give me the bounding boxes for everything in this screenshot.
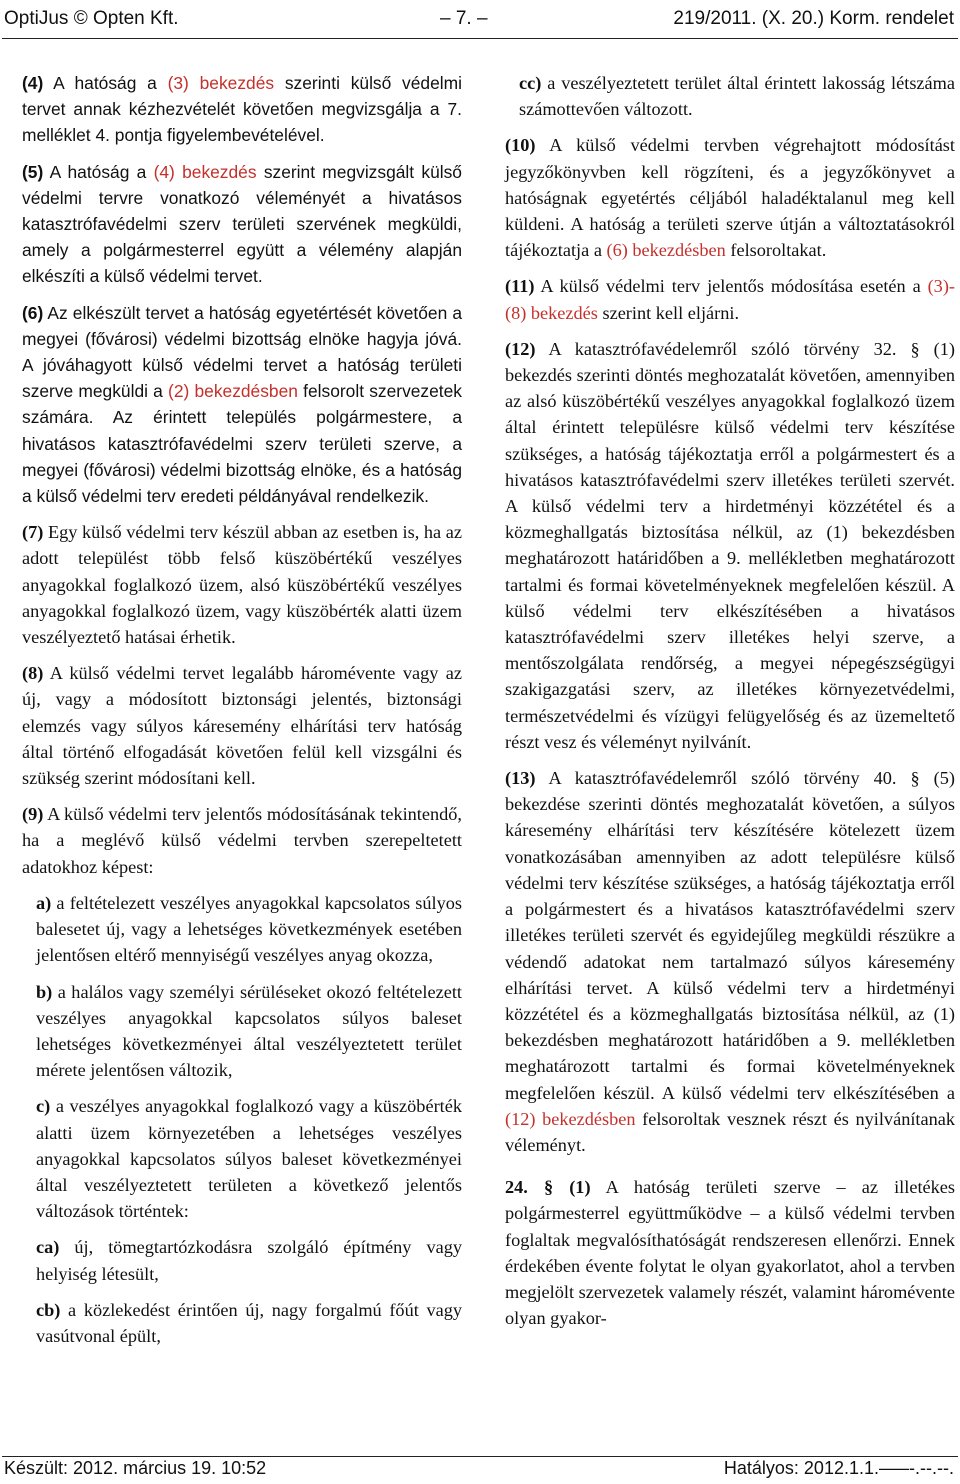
paragraph-9	[22, 801, 462, 880]
list-item-cb	[22, 1297, 462, 1349]
paragraph-number: (4)	[22, 73, 44, 93]
list-item-ca	[22, 1234, 462, 1286]
right-column	[505, 70, 955, 1341]
paragraph-text: A külső védelmi tervet legalább háromévente vagy az új, vagy a módosított biztonsági jelentés, biztonsági elemzés vagy súlyos káresemény elhárítási terv hatóság által történő elfogadását követően felül kell vizsgálni és szükség szerint módosítani kell.	[22, 663, 462, 789]
item-text: a feltételezett veszélyes anyagokkal kapcsolatos súlyos balesetet új, vagy a lehetséges következmények esetében jelentősen eltérő mennyiségű veszélyes anyag okozza,	[36, 892, 463, 966]
paragraph-number: (5)	[22, 161, 44, 182]
cross-reference-link[interactable]: (3)-(8) bekezdés	[505, 276, 955, 323]
paragraph-text: szerint kell eljárni.	[602, 302, 740, 323]
paragraph-6	[22, 300, 462, 510]
paragraph-4	[22, 70, 462, 149]
paragraph-number: (11)	[505, 276, 535, 297]
item-text: a veszélyeztetett terület által érintett lakosság létszáma számottevően változott.	[519, 73, 955, 120]
paragraph-text: Az elkészült tervet a hatóság egyetértését követően a megyei (fővárosi) védelmi bizottság elnöke hagyja jóvá. A jóváhagyott külső védelmi tervet a hatóság területi szerve megküldi a	[22, 302, 463, 402]
paragraph-number: (8)	[22, 663, 44, 684]
paragraph-text: Egy külső védelmi terv készül abban az esetben is, ha az adott települést több felső küszöbértékű veszélyes anyagokkal foglalkozó üzem, alsó küszöbértékű veszélyes anyagokkal foglalkozó üzem, vagy küszöbérték alatti üzem veszélyeztető hatásai érhetik.	[22, 522, 462, 648]
cross-reference-link[interactable]: (4) bekezdés	[153, 161, 257, 182]
footer-effective: Hatályos: 2012.1.1.–––-.--.--.	[723, 1458, 954, 1478]
paragraph-13	[505, 765, 955, 1158]
header-page-number: – 7. –	[440, 8, 488, 29]
paragraph-number: (12)	[505, 338, 536, 359]
footer-created: Készült: 2012. március 19. 10:52	[4, 1458, 267, 1478]
page-header	[0, 0, 960, 40]
cross-reference-link[interactable]: (12) bekezdésben	[505, 1108, 636, 1129]
paragraph-text: A hatóság a	[53, 73, 157, 93]
list-item-cc	[505, 70, 955, 122]
paragraph-7	[22, 519, 462, 650]
header-document-title: 219/2011. (X. 20.) Korm. rendelet	[673, 8, 954, 29]
cross-reference-link[interactable]: (2) bekezdésben	[168, 381, 298, 402]
item-text: új, tömegtartózkodásra szolgáló építmény vagy helyiség létesült,	[36, 1237, 462, 1284]
item-label: a)	[36, 892, 52, 913]
paragraph-text: A hatóság a	[49, 161, 147, 182]
paragraph-text: szerinti külső védelmi tervet annak kézhezvételét követően megvizsgálja a 7. melléklet 4. pontja figyelembevételével.	[22, 73, 462, 146]
item-label: cb)	[36, 1299, 61, 1320]
header-publisher: OptiJus © Opten Kft.	[4, 8, 179, 29]
section-24	[505, 1174, 955, 1331]
paragraph-number: (9)	[22, 804, 44, 825]
paragraph-8	[22, 660, 462, 791]
list-item-a	[22, 890, 462, 969]
paragraph-text: felsorolt szervezetek számára. Az érintett település polgármestere, a hivatásos katasztrófavédelmi szerv területi szerve, a megyei (fővárosi) védelmi bizottság elnöke, és a hatóság a külső védelmi terv eredeti példányával rendelkezik.	[22, 381, 463, 507]
page-footer	[0, 1454, 960, 1484]
subsection-number: (1)	[569, 1177, 591, 1198]
paragraph-10	[505, 132, 955, 263]
paragraph-text: szerint megvizsgált külső védelmi tervre vonatkozó véleményét a hivatásos katasztrófavédelmi szerv területi szervének megküldi, amely a polgármesterrel együtt a vélemény alapján elkészíti a külső védelmi tervet.	[22, 161, 462, 287]
item-label: b)	[36, 981, 53, 1002]
paragraph-number: (10)	[505, 135, 536, 156]
item-label: ca)	[36, 1237, 60, 1258]
paragraph-number: (6)	[22, 302, 44, 323]
section-text: A hatóság területi szerve – az illetékes polgármesterrel együttműködve – a külső védelmi tervben foglaltak megvalósíthatóságát rendszeresen ellenőrzi. Ennek érdekében évente folytat le olyan gyakorlatot, ahol a tervben megjelölt szervezetek valamely részét, valamint háromévente olyan gyakor-	[505, 1177, 956, 1329]
item-label: c)	[36, 1096, 51, 1117]
cross-reference-link[interactable]: (6) bekezdésben	[606, 240, 726, 261]
paragraph-5	[22, 159, 462, 290]
section-number: 24.	[505, 1177, 528, 1198]
paragraph-text: felsoroltak vesznek részt és nyilvánítanak véleményt.	[505, 1108, 955, 1155]
header-divider	[2, 38, 958, 39]
section-symbol: §	[543, 1177, 554, 1198]
paragraph-11	[505, 273, 955, 325]
item-text: a veszélyes anyagokkal foglalkozó vagy a küszöbérték alatti üzem környezetében a lehetséges veszélyes anyagokkal kapcsolatos súlyos baleset következményei által veszélyeztetett területen a következő jelentős változások történtek:	[36, 1096, 462, 1222]
paragraph-12	[505, 336, 955, 755]
paragraph-text: felsoroltakat.	[730, 240, 827, 261]
item-text: a halálos vagy személyi sérüléseket okozó feltételezett veszélyes anyagokkal kapcsolatos súlyos baleset lehetséges következményei által veszélyeztetett terület mérete jelentősen változik,	[36, 981, 463, 1081]
list-item-c	[22, 1093, 462, 1224]
list-item-b	[22, 979, 462, 1084]
paragraph-text: A katasztrófavédelemről szóló törvény 40. § (5) bekezdése szerinti döntés meghozatalát követően, a súlyos káresemény elhárítási terv készítésére kötelezett üzem vonatkozásában amennyiben az adott településre külső védelmi terv készítése szükséges, a hatóság tájékoztatja erről a polgármestert és a hivatásos katasztrófavédelmi szerv illetékes területi szervét és egyidejűleg megküldi részükre a védendő adatokat nem tartalmazó súlyos káresemény elhárítási tervet. A külső védelmi terv a hirdetményi közzététel és a közmeghallgatás biztosítása nélkül, az (1) bekezdésben meghatározott határidőben a 9. mellékletben meghatározott tartalmi és formai követelményeknek megfelelően készül. A külső védelmi terv elkészítésében a	[505, 768, 956, 1103]
paragraph-text: A külső védelmi terv jelentős módosítása esetén a	[540, 276, 921, 297]
left-column	[22, 70, 462, 1359]
paragraph-text: A külső védelmi terv jelentős módosításának tekintendő, ha a meglévő külső védelmi tervben szerepeltetett adatokhoz képest:	[22, 804, 462, 877]
paragraph-text: A külső védelmi tervben végrehajtott módosítást jegyzőkönyvben kell rögzíteni, és a jegyzőkönyvet a hatóságnak egyetértés céljából haladéktalanul meg kell küldeni. A hatóság a területi szerve útján a változtatásokról tájékoztatja a	[505, 135, 955, 261]
item-text: a közlekedést érintően új, nagy forgalmú főút vagy vasútvonal épült,	[36, 1299, 462, 1346]
item-label: cc)	[519, 73, 542, 93]
paragraph-text: A katasztrófavédelemről szóló törvény 32. § (1) bekezdés szerinti döntés meghozatalát követően, amennyiben az alsó küszöbértékű veszélyes anyagokkal foglalkozó üzem által érintett településre külső védelmi terv készítése szükséges, a hatóság tájékoztatja erről a polgármestert és a hivatásos katasztrófavédelmi szerv illetékes területi szervét. A külső védelmi terv a hirdetményi közzététel és a közmeghallgatás biztosítása nélkül, az (1) bekezdésben meghatározott határidőben a 9. mellékletben meghatározott tartalmi és formai követelményeknek megfelelően készül. A külső védelmi terv elkészítésében a hivatásos katasztrófavédelmi szerv illetékes helyi szerve, a mentőszolgálata rendőrség, a megyei népegészségügyi szakigazgatási szerv, az illetékes környezetvédelmi, természetvédelmi és vízügyi felügyelőség és az üzemeltető részt vesz és véleményt nyilvánít.	[505, 338, 956, 752]
paragraph-number: (7)	[22, 522, 44, 543]
cross-reference-link[interactable]: (3) bekezdés	[167, 73, 275, 93]
paragraph-number: (13)	[505, 768, 536, 789]
